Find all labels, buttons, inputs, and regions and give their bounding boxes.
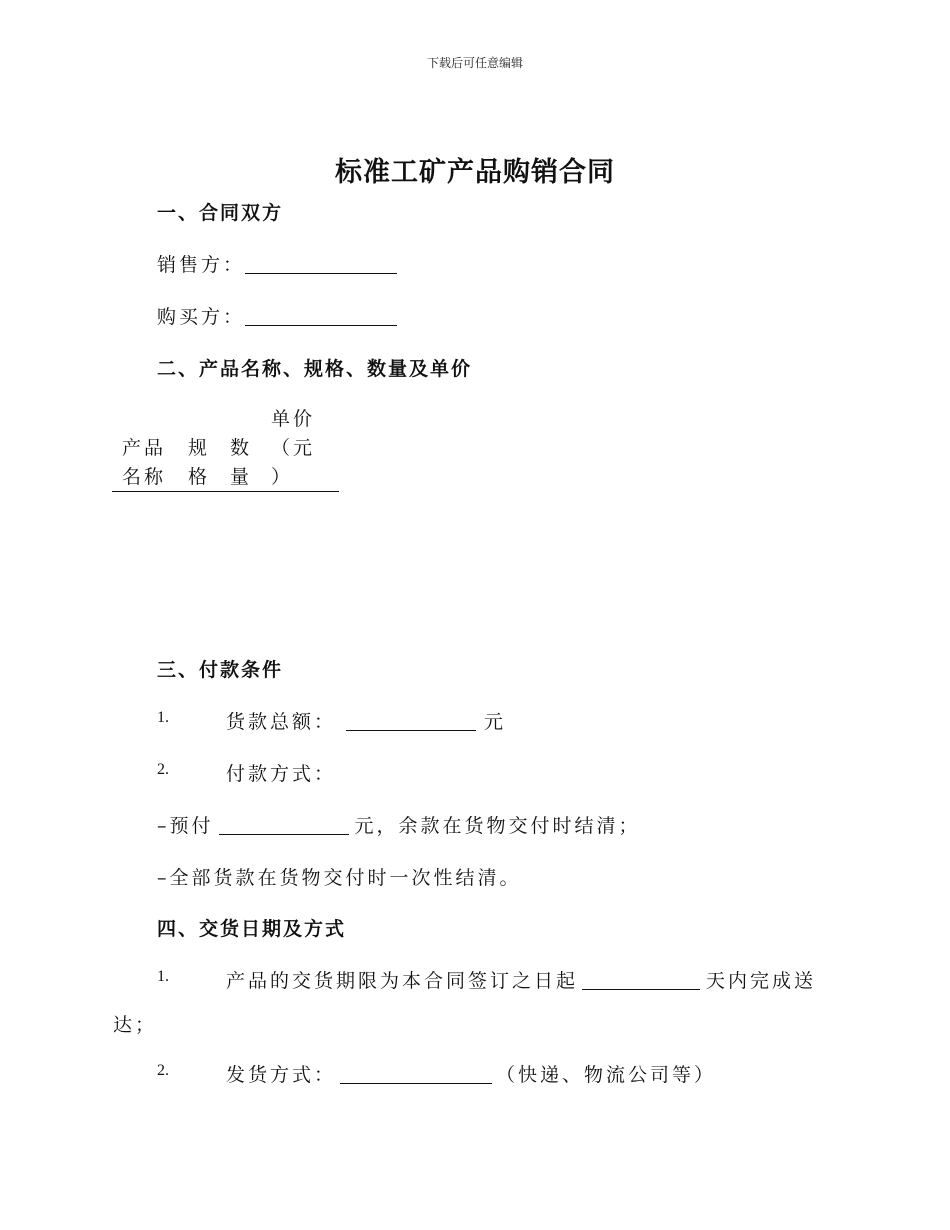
table-header-line: 名称 bbox=[122, 466, 167, 488]
section4-heading: 四、交货日期及方式 bbox=[157, 918, 347, 940]
section3-heading: 三、付款条件 bbox=[157, 659, 284, 681]
table-header-line: 规 bbox=[188, 437, 211, 459]
shipping-method-blank bbox=[340, 1063, 492, 1084]
table-header-quantity bbox=[230, 434, 252, 492]
section1-heading: 一、合同双方 bbox=[157, 202, 284, 224]
seller-blank bbox=[245, 253, 397, 274]
table-header-product-name bbox=[122, 434, 166, 492]
table-header-line: 单价 bbox=[271, 408, 316, 430]
delivery-item2-number: 2. bbox=[157, 1062, 169, 1079]
buyer-blank bbox=[245, 305, 397, 326]
delivery-term-wrap: 达； bbox=[113, 1014, 158, 1036]
table-header-line: 格 bbox=[188, 466, 211, 488]
table-header-spec bbox=[188, 434, 210, 492]
prepay-prefix: –预付 bbox=[157, 815, 214, 837]
table-header-line: 量 bbox=[230, 466, 253, 488]
payment-option-full: –全部货款在货物交付时一次性结清。 bbox=[157, 867, 522, 889]
payment-item2-number: 2. bbox=[157, 761, 169, 778]
payment-option-prepay bbox=[157, 811, 641, 838]
total-amount-blank bbox=[346, 710, 476, 731]
table-header-line: 数 bbox=[230, 437, 253, 459]
total-amount-unit: 元 bbox=[484, 711, 507, 733]
delivery-item1-number: 1. bbox=[157, 968, 169, 985]
buyer-label: 购买方： bbox=[157, 306, 246, 328]
document-title: 标准工矿产品购销合同 bbox=[335, 157, 615, 188]
delivery-term-line bbox=[226, 966, 816, 993]
table-header-line: 产品 bbox=[122, 437, 167, 459]
shipping-method-label: 发货方式： bbox=[226, 1064, 337, 1086]
payment-item1 bbox=[226, 707, 506, 734]
table-header-unit-price bbox=[271, 405, 315, 492]
payment-method-label: 付款方式： bbox=[226, 763, 337, 785]
delivery-term-text-before: 产品的交货期限为本合同签订之日起 bbox=[226, 970, 579, 992]
delivery-term-text-after: 天内完成送 bbox=[706, 970, 817, 992]
seller-line bbox=[157, 250, 397, 277]
total-amount-label: 货款总额： bbox=[226, 711, 337, 733]
seller-label: 销售方： bbox=[157, 254, 246, 276]
header-note: 下载后可任意编辑 bbox=[426, 56, 523, 70]
shipping-method-note: （快递、物流公司等） bbox=[496, 1064, 717, 1086]
payment-item1-number: 1. bbox=[157, 709, 169, 726]
table-header-line: （元 bbox=[271, 437, 316, 459]
shipping-method-line bbox=[226, 1060, 716, 1087]
section2-heading: 二、产品名称、规格、数量及单价 bbox=[157, 358, 473, 380]
prepay-blank bbox=[219, 814, 349, 835]
buyer-line bbox=[157, 302, 397, 329]
table-header-rule bbox=[112, 491, 339, 492]
delivery-days-blank bbox=[582, 969, 700, 990]
table-header-line: ） bbox=[271, 466, 294, 488]
prepay-suffix: 元，余款在货物交付时结清； bbox=[354, 815, 641, 837]
